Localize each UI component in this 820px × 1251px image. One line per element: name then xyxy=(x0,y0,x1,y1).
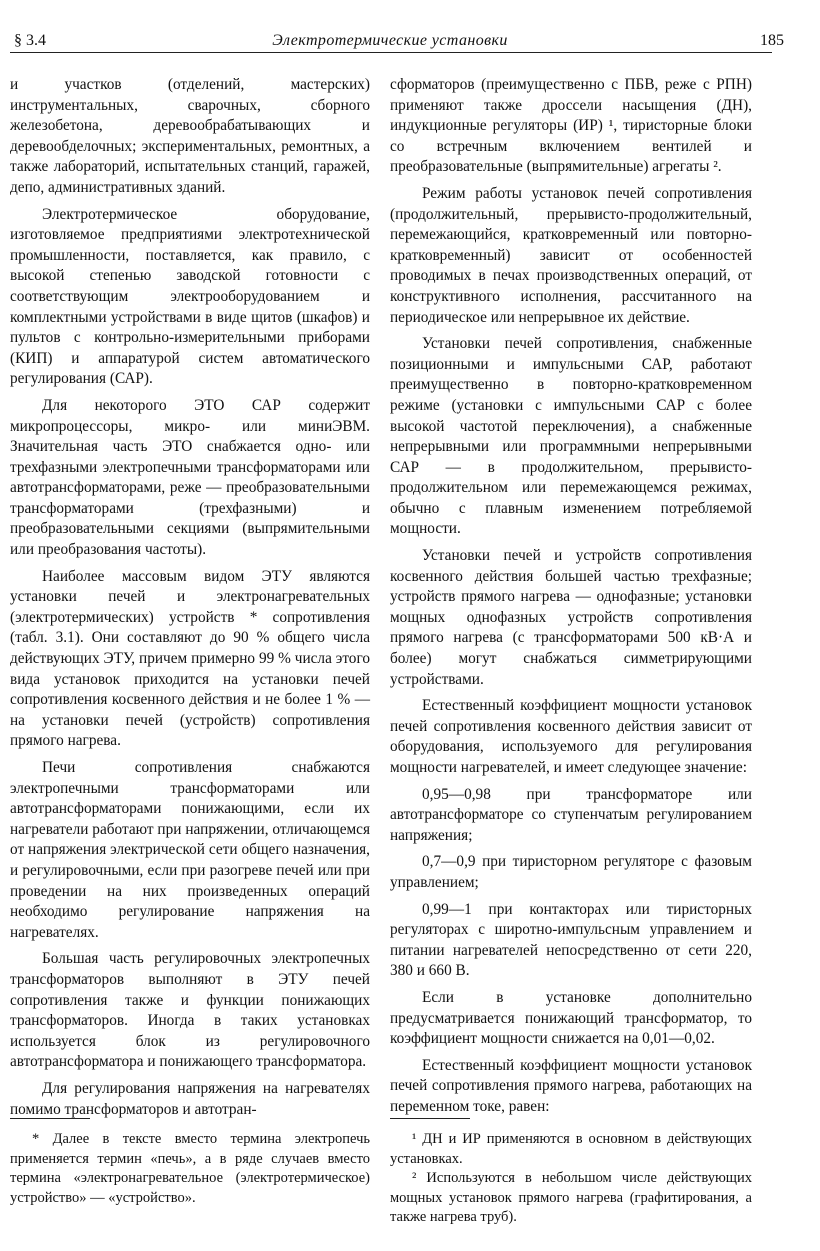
footnotes-left xyxy=(10,1130,370,1208)
footnote-rule-right xyxy=(390,1118,470,1119)
footnote-rule-left xyxy=(10,1118,90,1119)
right-column xyxy=(390,75,752,1124)
page-number: 185 xyxy=(760,32,784,49)
paragraph: Естественный коэффициент мощности установок печей сопротивления прямого нагрева, работающих на переменном токе, равен: xyxy=(390,1056,752,1115)
left-column xyxy=(10,75,370,1126)
paragraph: Большая часть регулировочных электропечных трансформаторов выполняют в ЭТУ печей сопротивления также и функции понижающих трансформаторов. Иногда в таких установках используется блок из регулировочного автотрансформатора и понижающего трансформатора. xyxy=(10,950,370,1071)
footnote: ¹ ДН и ИР применяются в основном в действующих установках. xyxy=(390,1131,752,1167)
list-item: 0,95—0,98 при трансформаторе или автотрансформаторе со ступенчатым регулированием напряжения; xyxy=(390,785,752,844)
list-item: 0,7—0,9 при тиристорном регуляторе с фазовым управлением; xyxy=(390,853,752,891)
list-item: 0,99—1 при контакторах или тиристорных регуляторах с широтно-импульсным управлением и питании нагревателей непосредственно от сети 220, 380 и 660 В. xyxy=(390,900,752,980)
paragraph: Наиболее массовым видом ЭТУ являются установки печей и электронагревательных (электротермических) устройств * сопротивления (табл. 3.1). Они составляют до 90 % общего числа действующих ЭТУ, причем примерно 99 % числа этого вида установок приходится на установки печей сопротивления косвенного действия и не более 1 % — на установки печей (устройств) сопротивления прямого нагрева. xyxy=(10,567,370,750)
section-number: § 3.4 xyxy=(14,32,46,49)
paragraph: Если в установке дополнительно предусматривается понижающий трансформатор, то коэффициент мощности снижается на 0,01—0,02. xyxy=(390,988,752,1048)
paragraph: Режим работы установок печей сопротивления (продолжительный, прерывисто-продолжительный, перемежающийся, кратковременный или повторно-кратковременный) зависит от особенностей проводимых в печах производственных операций, от конструктивного исполнения, рассчитанного на периодическое или непрерывное их действие. xyxy=(390,184,752,326)
running-title: Электротермические установки xyxy=(272,32,508,49)
paragraph: Установки печей сопротивления, снабженные позиционными и импульсными САР, работают преимущественно в повторно-кратковременном режиме (установки с импульсными САР с более высокой частотой переключения), а снабженные непрерывными или программными непрерывными САР — в продолжительном, прерывисто-продолжительном или перемежающемся режимах, обычно с плавным изменением потребляемой мощности. xyxy=(390,335,752,538)
paragraph: Для некоторого ЭТО САР содержит микропроцессоры, микро- или миниЭВМ. Значительная часть ЭТО снабжается одно- или трехфазными электропечными трансформаторами или автотрансформаторами, реже — преобразовательными трансформаторами (трехфазными) и преобразовательными секциями (выпрямительными или преобразования частоты). xyxy=(10,396,370,559)
paragraph: и участков (отделений, мастерских) инструментальных, сварочных, сборного железобетона, деревообрабатывающих и деревообделочных; экспериментальных, ремонтных, а также лабораторий, испытательных станций, гаражей, депо, административных зданий. xyxy=(10,76,370,196)
header-rule xyxy=(10,52,772,53)
paragraph: Печи сопротивления снабжаются электропечными трансформаторами или автотрансформаторами понижающими, если их нагреватели работают при напряжении, отличающемся от напряжения электрической сети общего назначения, и регулировочными, если при разогреве печей или при проведении на них произведенных операций необходимо регулирование напряжения на нагревателях. xyxy=(10,759,370,941)
paragraph: Электротермическое оборудование, изготовляемое предприятиями электротехнической промышленности, поставляется, как правило, с высокой степенью заводской готовности с соответствующим электрооборудованием и комплектными устройствами в виде щитов (шкафов) и пультов с контрольно-измерительными приборами (КИП) и аппаратурой систем автоматического регулирования (САР). xyxy=(10,205,370,388)
footnote: * Далее в тексте вместо термина электропечь применяется термин «печь», а в ряде случаев вместо термина «электронагревательное (электротермическое) устройство» — «устройство». xyxy=(10,1131,370,1206)
paragraph: Установки печей и устройств сопротивления косвенного действия большей частью трехфазные; устройств прямого нагрева — однофазные; установки мощных однофазных устройств сопротивления прямого нагрева (с трансформаторами 500 кВ·А и более) могут снабжаться симметрирующими устройствами. xyxy=(390,547,752,688)
footnotes-right xyxy=(390,1130,752,1228)
paragraph: Для регулирования напряжения на нагревателях помимо трансформаторов и автотран- xyxy=(10,1079,370,1118)
footnote: ² Используются в небольшом числе действующих мощных установок прямого нагрева (графитирования, а также нагрева труб). xyxy=(390,1170,752,1225)
page-header xyxy=(14,30,784,54)
paragraph: Естественный коэффициент мощности установок печей сопротивления косвенного действия зависит от оборудования, используемого для регулирования мощности нагревателей, и имеет следующее значение: xyxy=(390,697,752,776)
paragraph: сформаторов (преимущественно с ПБВ, реже с РПН) применяют также дроссели насыщения (ДН), индукционные регуляторы (ИР) ¹, тиристорные блоки со встречным включением вентилей и преобразовательные (выпрямительные) агрегаты ². xyxy=(390,76,752,176)
